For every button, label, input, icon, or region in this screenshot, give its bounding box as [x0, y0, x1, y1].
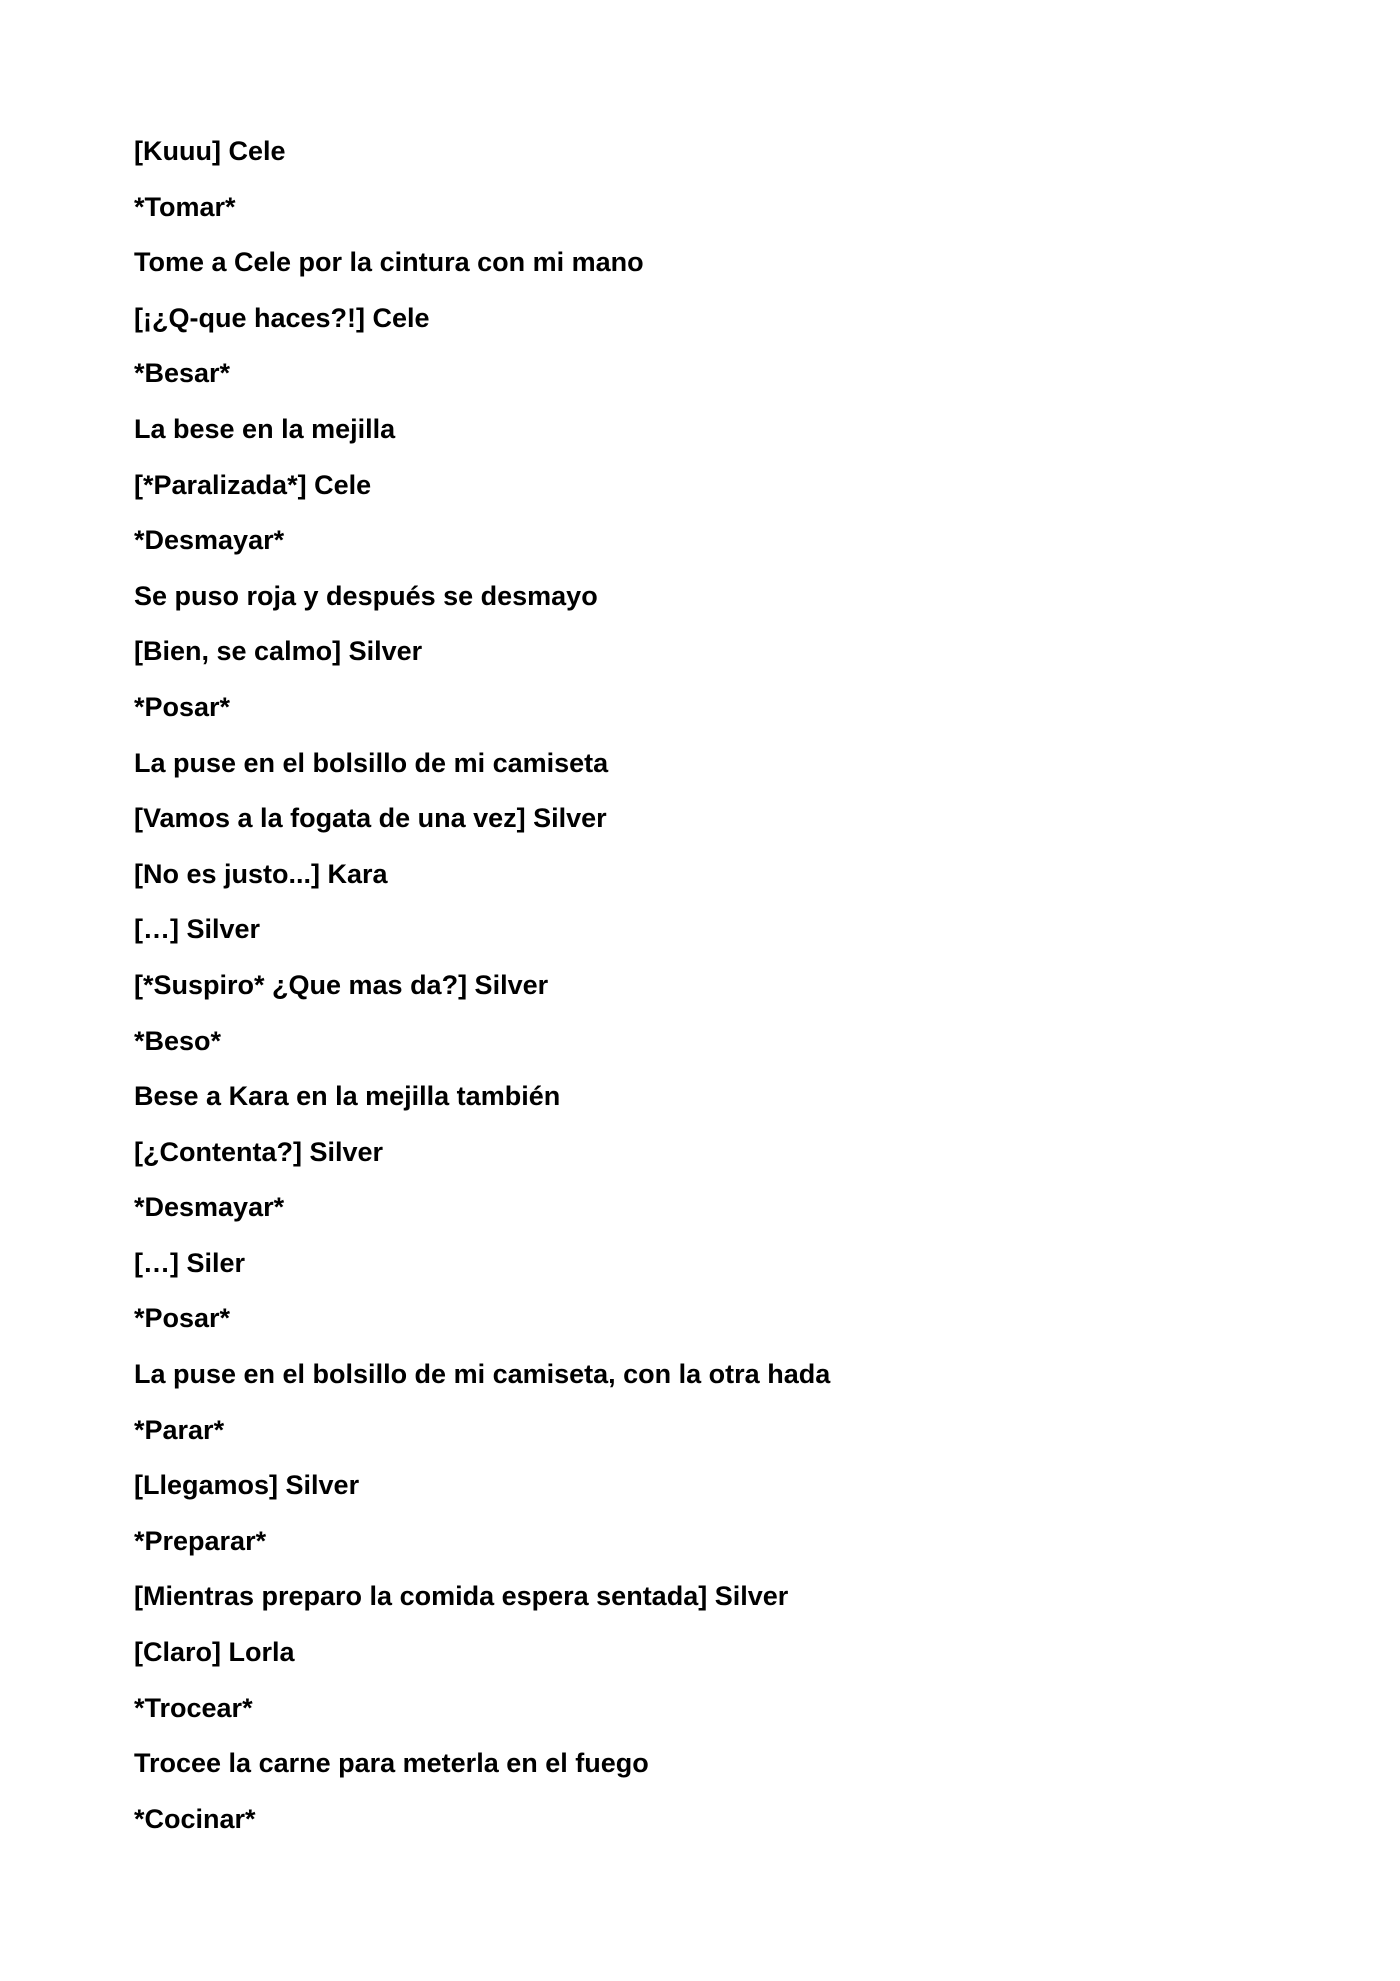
script-line: *Posar*: [134, 1303, 231, 1334]
script-lines: [134, 128, 830, 1851]
script-line: […] Siler: [134, 1247, 246, 1278]
script-line: *Desmayar*: [134, 1192, 285, 1223]
script-line: [Mientras preparo la comida espera sentada] Silver: [134, 1581, 789, 1612]
script-line: [No es justo...] Kara: [134, 858, 388, 889]
script-line: *Desmayar*: [134, 525, 285, 556]
script-line: Tome a Cele por la cintura con mi mano: [134, 247, 644, 278]
script-line: La puse en el bolsillo de mi camiseta, con la otra hada: [134, 1359, 831, 1390]
script-line: [Bien, se calmo] Silver: [134, 636, 423, 667]
script-line: Trocee la carne para meterla en el fuego: [134, 1748, 649, 1779]
script-line: *Preparar*: [134, 1525, 267, 1556]
script-line: *Posar*: [134, 691, 231, 722]
script-line: [Vamos a la fogata de una vez] Silver: [134, 803, 607, 834]
script-line: [*Suspiro* ¿Que mas da?] Silver: [134, 969, 549, 1000]
script-line: *Cocinar*: [134, 1803, 256, 1834]
script-line: [Llegamos] Silver: [134, 1470, 360, 1501]
script-line: […] Silver: [134, 914, 261, 945]
script-line: La bese en la mejilla: [134, 413, 396, 444]
script-line: *Trocear*: [134, 1692, 253, 1723]
script-line: [¿Contenta?] Silver: [134, 1136, 384, 1167]
script-line: La puse en el bolsillo de mi camiseta: [134, 747, 609, 778]
script-line: *Parar*: [134, 1414, 225, 1445]
script-line: Bese a Kara en la mejilla también: [134, 1081, 561, 1112]
script-line: [Claro] Lorla: [134, 1637, 295, 1668]
script-line: *Besar*: [134, 358, 231, 389]
script-line: [Kuuu] Cele: [134, 136, 286, 166]
script-line: [¡¿Q-que haces?!] Cele: [134, 302, 430, 333]
script-line: *Tomar*: [134, 191, 236, 222]
script-line: [*Paralizada*] Cele: [134, 469, 372, 500]
script-line: Se puso roja y después se desmayo: [134, 580, 598, 611]
script-line: *Beso*: [134, 1025, 222, 1056]
